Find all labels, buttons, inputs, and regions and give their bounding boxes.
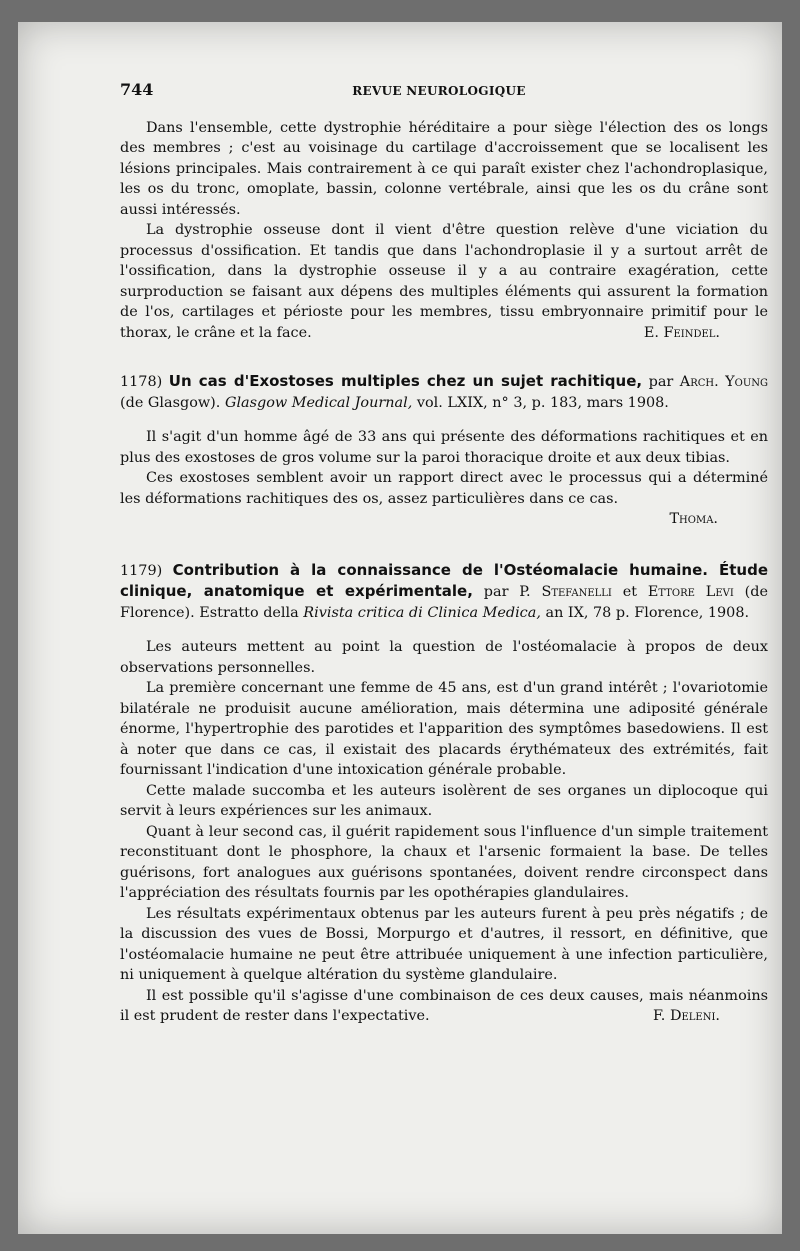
signature: F. Deleni. (653, 1008, 720, 1024)
signature: E. Feindel. (643, 324, 720, 341)
journal-name: Rivista critica di Clinica Medica, (303, 604, 541, 621)
body-paragraph: Il s'agit d'un homme âgé de 33 ans qui présente des déformations rachitiques et en plus des exostoses de gros volume sur la paroi thoracique droite et aux deux tibias. (120, 429, 768, 466)
author: Ettore Levi (647, 584, 734, 600)
intro-paragraph-2 (120, 220, 768, 343)
signature: Thoma. (669, 511, 718, 527)
journal-title: REVUE NEUROLOGIQUE (352, 84, 526, 98)
text-column (120, 80, 768, 1027)
by-word: par (648, 374, 674, 390)
and-word: et (622, 584, 638, 600)
body-paragraph: Les résultats expérimentaux obtenus par les auteurs furent à peu près négatifs ; de la discussion des vues de Bossi, Morpurgo et d'autres, il ressort, en définitive, que l'ostéomalacie humaine ne peut être attribuée uniquement à une infection particulière, ni uniquement à quelque altération du système glandulaire. (120, 905, 768, 983)
author-place: (de Glasgow). (120, 394, 221, 411)
entry-title: Contribution à la connaissance de l'Ostéomalacie humaine. Étude clinique, anatomique et expérimentale, (120, 560, 768, 600)
intro-paragraph-1: Dans l'ensemble, cette dystrophie héréditaire a pour siège l'élection des os longs des membres ; c'est au voisinage du cartilage d'accroissement que se localisent les lésions principales. Mais contrairement à ce qui paraît exister chez l'achondroplasique, les os du tronc, omoplate, bassin, colonne vertébrale, ainsi que les os du crâne sont aussi intéressés. (120, 119, 768, 218)
page-number: 744 (120, 80, 154, 99)
body-paragraph: Quant à leur second cas, il guérit rapidement sous l'influence d'un simple traitement reconstituant dont le phosphore, la chaux et l'arsenic formaient la base. De telles guérisons, fort analogues aux guérisons spontanées, doivent rendre circonspect dans l'appréciation des résultats fournis par les opothérapies glandulaires. (120, 823, 768, 901)
entry-number: 1179) (120, 562, 163, 579)
entry-title: Un cas d'Exostoses multiples chez un sujet rachitique, (168, 372, 643, 390)
abstract-heading (120, 371, 768, 413)
intro-paragraph-2-text: La dystrophie osseuse dont il vient d'être question relève d'une viciation du processus d'ossification. Et tandis que dans l'achondroplasie il y a surtout arrêt de l'ossification, dans la dystrophie osseuse il y a au contraire exagération, cette surproduction se faisant aux dépens des multiples éléments qui assurent la formation de l'os, cartilages et périoste pour les membres, tissu embryonnaire primitif pour le thorax, le crâne et la face. (120, 222, 768, 341)
abstract-heading (120, 560, 768, 624)
author: P. Stefanelli (519, 584, 612, 600)
scanned-page (18, 22, 782, 1234)
body-paragraph-text: Il est possible qu'il s'agisse d'une combinaison de ces deux causes, mais néanmoins il est prudent de rester dans l'expectative. (120, 987, 768, 1024)
entry-number: 1178) (120, 374, 163, 390)
estratto-text: Estratto della (199, 604, 299, 621)
author: Arch. Young (679, 374, 769, 390)
body-paragraph: Les auteurs mettent au point la question de l'ostéomalacie à propos de deux observations personnelles. (120, 639, 768, 676)
reference: an IX, 78 p. Florence, 1908. (545, 604, 750, 621)
author-place: (de Florence). (120, 584, 768, 621)
body-paragraph: Ces exostoses semblent avoir un rapport direct avec le processus qui a déterminé les déformations rachitiques des os, assez particulières dans ce cas. (120, 470, 768, 507)
running-header (120, 80, 768, 102)
by-word: par (483, 584, 509, 600)
body-paragraph: Cette malade succomba et les auteurs isolèrent de ses organes un diplocoque qui servit à leurs expériences sur les animaux. (120, 782, 768, 819)
body-paragraph: La première concernant une femme de 45 ans, est d'un grand intérêt ; l'ovariotomie bilatérale ne produisit aucune amélioration, mais détermina une adiposité générale énorme, l'hypertrophie des parotides et l'apparition des symptômes basedowiens. Il est à noter que dans ce cas, il existait des placards érythémateux des extrémités, fait fournissant l'indication d'une intoxication générale probable. (120, 680, 768, 778)
body-paragraph (120, 986, 768, 1027)
reference: vol. LXIX, n° 3, p. 183, mars 1908. (416, 394, 669, 411)
journal-name: Glasgow Medical Journal, (224, 394, 413, 411)
